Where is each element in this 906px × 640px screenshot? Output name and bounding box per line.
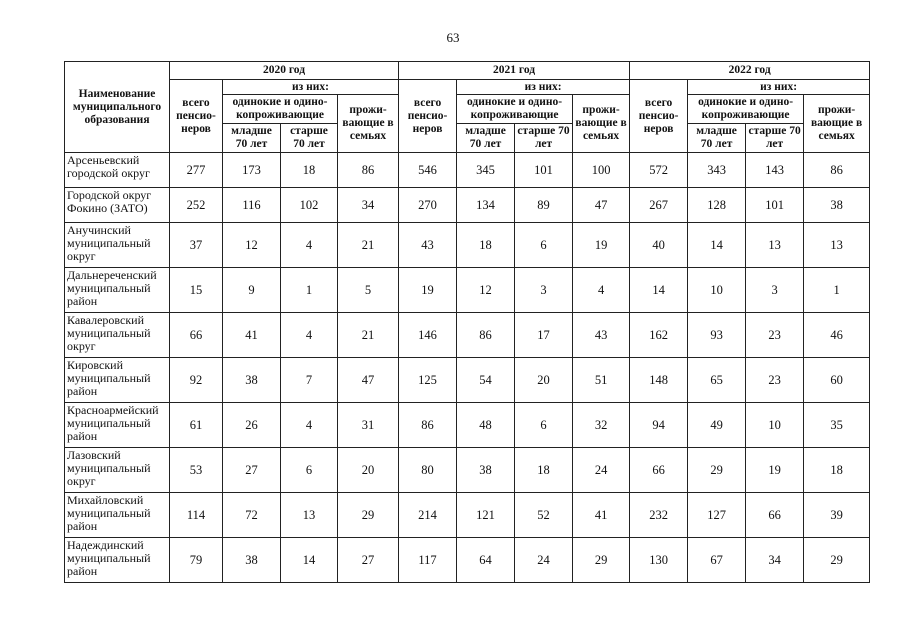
cell-2022-total: 94	[630, 403, 688, 448]
cell-2022-older70: 13	[746, 223, 804, 268]
page-number: 63	[446, 30, 460, 45]
cell-2020-older70: 7	[281, 358, 338, 403]
cell-2022-total: 267	[630, 188, 688, 223]
cell-2021-in-families: 43	[573, 313, 630, 358]
municipality-name: Дальнереченский муниципальный район	[65, 268, 170, 313]
cell-2020-older70: 13	[281, 493, 338, 538]
cell-2021-total: 80	[399, 448, 457, 493]
cell-2020-older70: 14	[281, 538, 338, 583]
cell-2021-in-families: 29	[573, 538, 630, 583]
cell-2020-in-families: 31	[338, 403, 399, 448]
cell-2021-older70: 24	[515, 538, 573, 583]
cell-2020-total: 79	[170, 538, 223, 583]
cell-2022-in-families: 39	[804, 493, 870, 538]
cell-2020-in-families: 27	[338, 538, 399, 583]
cell-2021-younger70: 12	[457, 268, 515, 313]
cell-2022-younger70: 65	[688, 358, 746, 403]
cell-2022-in-families: 46	[804, 313, 870, 358]
cell-2020-in-families: 34	[338, 188, 399, 223]
cell-2021-older70: 101	[515, 153, 573, 188]
cell-2020-total: 252	[170, 188, 223, 223]
cell-2021-total: 43	[399, 223, 457, 268]
cell-2021-older70: 17	[515, 313, 573, 358]
cell-2020-total: 61	[170, 403, 223, 448]
cell-2021-in-families: 19	[573, 223, 630, 268]
cell-2022-in-families: 13	[804, 223, 870, 268]
cell-2022-younger70: 127	[688, 493, 746, 538]
header-older70: старше 70 лет	[515, 124, 573, 153]
header-in-families: прожи-вающие в семьях	[338, 95, 399, 153]
cell-2021-in-families: 100	[573, 153, 630, 188]
cell-2022-older70: 3	[746, 268, 804, 313]
cell-2020-younger70: 116	[223, 188, 281, 223]
cell-2021-total: 19	[399, 268, 457, 313]
municipality-name: Кировский муниципальный район	[65, 358, 170, 403]
municipality-name: Надеждинский муниципальный район	[65, 538, 170, 583]
municipality-name: Михайловский муниципальный район	[65, 493, 170, 538]
pensioners-table	[64, 61, 870, 583]
header-year-2021: 2021 год	[399, 62, 630, 80]
cell-2020-younger70: 26	[223, 403, 281, 448]
cell-2020-total: 53	[170, 448, 223, 493]
cell-2021-total: 270	[399, 188, 457, 223]
cell-2022-younger70: 10	[688, 268, 746, 313]
cell-2022-younger70: 343	[688, 153, 746, 188]
header-in-families: прожи-вающие в семьях	[573, 95, 630, 153]
cell-2021-younger70: 38	[457, 448, 515, 493]
cell-2020-in-families: 21	[338, 313, 399, 358]
cell-2020-older70: 1	[281, 268, 338, 313]
cell-2022-older70: 23	[746, 313, 804, 358]
cell-2021-total: 117	[399, 538, 457, 583]
municipality-name: Лазовский муниципальный округ	[65, 448, 170, 493]
header-lonely: одинокие и одино-копроживающие	[457, 95, 573, 124]
cell-2022-younger70: 29	[688, 448, 746, 493]
cell-2021-younger70: 48	[457, 403, 515, 448]
cell-2022-total: 162	[630, 313, 688, 358]
cell-2020-in-families: 21	[338, 223, 399, 268]
cell-2022-total: 66	[630, 448, 688, 493]
header-lonely: одинокие и одино-копроживающие	[688, 95, 804, 124]
cell-2021-younger70: 134	[457, 188, 515, 223]
cell-2020-in-families: 29	[338, 493, 399, 538]
cell-2020-younger70: 9	[223, 268, 281, 313]
municipality-name: Анучинский муниципальный округ	[65, 223, 170, 268]
cell-2021-older70: 6	[515, 223, 573, 268]
cell-2020-older70: 6	[281, 448, 338, 493]
cell-2022-younger70: 14	[688, 223, 746, 268]
cell-2020-in-families: 20	[338, 448, 399, 493]
header-total: всего пенсио-неров	[399, 80, 457, 153]
table-row	[65, 538, 870, 583]
cell-2020-older70: 4	[281, 223, 338, 268]
cell-2020-older70: 4	[281, 403, 338, 448]
cell-2022-in-families: 18	[804, 448, 870, 493]
header-total: всего пенсио-неров	[630, 80, 688, 153]
header-in-families: прожи-вающие в семьях	[804, 95, 870, 153]
cell-2022-total: 572	[630, 153, 688, 188]
table-body	[65, 153, 870, 583]
cell-2022-in-families: 35	[804, 403, 870, 448]
table-row	[65, 403, 870, 448]
header-of-them: из них:	[223, 80, 399, 95]
cell-2020-total: 277	[170, 153, 223, 188]
header-younger70: младше 70 лет	[457, 124, 515, 153]
cell-2021-in-families: 51	[573, 358, 630, 403]
table-row	[65, 268, 870, 313]
cell-2020-in-families: 47	[338, 358, 399, 403]
cell-2020-younger70: 38	[223, 358, 281, 403]
cell-2021-in-families: 4	[573, 268, 630, 313]
cell-2020-total: 37	[170, 223, 223, 268]
cell-2020-older70: 4	[281, 313, 338, 358]
cell-2020-total: 15	[170, 268, 223, 313]
header-of-them: из них:	[457, 80, 630, 95]
cell-2021-total: 214	[399, 493, 457, 538]
cell-2020-younger70: 12	[223, 223, 281, 268]
cell-2022-younger70: 128	[688, 188, 746, 223]
cell-2020-older70: 102	[281, 188, 338, 223]
table-row	[65, 358, 870, 403]
municipality-name: Кавалеровский муниципальный округ	[65, 313, 170, 358]
cell-2022-total: 148	[630, 358, 688, 403]
cell-2020-younger70: 173	[223, 153, 281, 188]
header-year-2020: 2020 год	[170, 62, 399, 80]
cell-2022-in-families: 1	[804, 268, 870, 313]
cell-2021-younger70: 121	[457, 493, 515, 538]
cell-2020-total: 92	[170, 358, 223, 403]
cell-2021-in-families: 47	[573, 188, 630, 223]
cell-2020-in-families: 86	[338, 153, 399, 188]
cell-2021-in-families: 41	[573, 493, 630, 538]
cell-2022-total: 232	[630, 493, 688, 538]
municipality-name: Городской округ Фокино (ЗАТО)	[65, 188, 170, 223]
cell-2020-total: 66	[170, 313, 223, 358]
cell-2022-older70: 66	[746, 493, 804, 538]
cell-2021-younger70: 345	[457, 153, 515, 188]
cell-2022-total: 130	[630, 538, 688, 583]
cell-2020-in-families: 5	[338, 268, 399, 313]
table-row	[65, 153, 870, 188]
cell-2021-older70: 20	[515, 358, 573, 403]
header-older70: старше 70 лет	[746, 124, 804, 153]
cell-2022-older70: 143	[746, 153, 804, 188]
cell-2021-younger70: 18	[457, 223, 515, 268]
header-younger70: младше 70 лет	[223, 124, 281, 153]
cell-2021-older70: 3	[515, 268, 573, 313]
cell-2021-total: 86	[399, 403, 457, 448]
cell-2022-older70: 10	[746, 403, 804, 448]
cell-2022-in-families: 38	[804, 188, 870, 223]
header-total: всего пенсио-неров	[170, 80, 223, 153]
table-row	[65, 493, 870, 538]
cell-2022-younger70: 93	[688, 313, 746, 358]
cell-2020-younger70: 72	[223, 493, 281, 538]
header-younger70: младше 70 лет	[688, 124, 746, 153]
table-header	[65, 62, 870, 153]
cell-2021-in-families: 24	[573, 448, 630, 493]
cell-2020-younger70: 27	[223, 448, 281, 493]
table-row	[65, 313, 870, 358]
header-year-2022: 2022 год	[630, 62, 870, 80]
cell-2022-total: 40	[630, 223, 688, 268]
cell-2022-in-families: 29	[804, 538, 870, 583]
cell-2021-older70: 89	[515, 188, 573, 223]
cell-2022-older70: 34	[746, 538, 804, 583]
table-row	[65, 223, 870, 268]
header-name-col: Наименование муниципального образования	[65, 62, 170, 153]
cell-2020-older70: 18	[281, 153, 338, 188]
cell-2022-older70: 19	[746, 448, 804, 493]
cell-2022-total: 14	[630, 268, 688, 313]
cell-2021-total: 546	[399, 153, 457, 188]
cell-2021-total: 146	[399, 313, 457, 358]
cell-2022-younger70: 67	[688, 538, 746, 583]
cell-2022-younger70: 49	[688, 403, 746, 448]
cell-2022-in-families: 86	[804, 153, 870, 188]
municipality-name: Арсеньевский городской округ	[65, 153, 170, 188]
table-row	[65, 448, 870, 493]
cell-2021-older70: 52	[515, 493, 573, 538]
header-of-them: из них:	[688, 80, 870, 95]
cell-2021-younger70: 64	[457, 538, 515, 583]
cell-2021-older70: 6	[515, 403, 573, 448]
table-row	[65, 188, 870, 223]
cell-2020-total: 114	[170, 493, 223, 538]
cell-2021-older70: 18	[515, 448, 573, 493]
municipality-name: Красноармейский муниципальный район	[65, 403, 170, 448]
cell-2020-younger70: 38	[223, 538, 281, 583]
cell-2022-older70: 23	[746, 358, 804, 403]
header-older70: старше 70 лет	[281, 124, 338, 153]
cell-2021-younger70: 86	[457, 313, 515, 358]
cell-2022-in-families: 60	[804, 358, 870, 403]
cell-2021-younger70: 54	[457, 358, 515, 403]
cell-2021-total: 125	[399, 358, 457, 403]
header-lonely: одинокие и одино-копроживающие	[223, 95, 338, 124]
cell-2021-in-families: 32	[573, 403, 630, 448]
cell-2020-younger70: 41	[223, 313, 281, 358]
cell-2022-older70: 101	[746, 188, 804, 223]
